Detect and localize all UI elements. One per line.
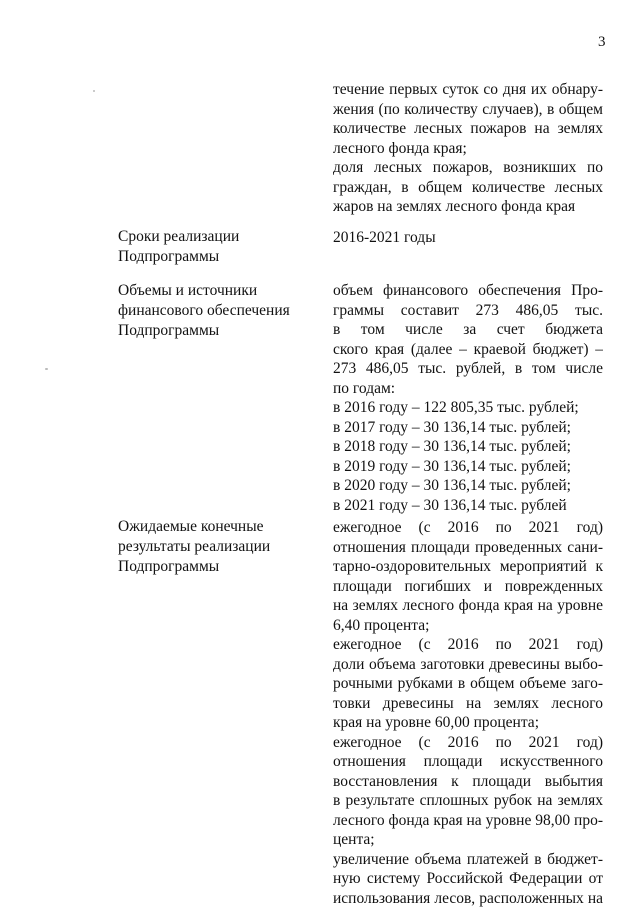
text-line: 273 486,05 тыс. рублей, в том числе — [333, 359, 603, 379]
text-line: по годам: — [333, 379, 603, 399]
expected-results-label: Ожидаемые конечные результаты реализации Подпрограммы — [118, 517, 308, 577]
funding-value — [333, 281, 603, 515]
text-line: товки древесины на землях лесного — [333, 694, 603, 714]
continuation-text — [333, 80, 603, 217]
text-line: в 2021 году – 30 136,14 тыс. рублей — [333, 496, 603, 516]
text-line: лесного фонда края на уровне 98,00 про- — [333, 811, 603, 831]
text-line: рочными рубками в общем объеме заго- — [333, 674, 603, 694]
scan-speck — [93, 90, 95, 92]
text-line: граждан, в общем количестве лесных — [333, 178, 603, 198]
funding-label: Объемы и источники финансового обеспечения Подпрограммы — [118, 281, 308, 341]
text-line: течение первых суток со дня их обнару- — [333, 80, 603, 100]
text-line: площади погибших и поврежденных — [333, 577, 603, 597]
text-line: ежегодное (с 2016 по 2021 год) — [333, 635, 603, 655]
implementation-period-label: Сроки реализации Подпрограммы — [118, 227, 308, 267]
text-line: тарно-оздоровительных мероприятий к — [333, 557, 603, 577]
text-line: отношения площади искусственного — [333, 752, 603, 772]
text-line: жаров на землях лесного фонда края — [333, 197, 603, 217]
implementation-period-value — [333, 228, 603, 248]
scan-speck — [45, 368, 48, 370]
text-line: доли объема заготовки древесины выбо- — [333, 655, 603, 675]
text-line: в 2019 году – 30 136,14 тыс. рублей; — [333, 457, 603, 477]
text-line: 2016-2021 годы — [333, 228, 603, 248]
text-line: количестве лесных пожаров на землях — [333, 119, 603, 139]
text-line: в 2018 году – 30 136,14 тыс. рублей; — [333, 437, 603, 457]
text-line: объем финансового обеспечения Про- — [333, 281, 603, 301]
text-line: отношения площади проведенных сани- — [333, 538, 603, 558]
page-number: 3 — [598, 34, 606, 51]
text-line: в 2016 году – 122 805,35 тыс. рублей; — [333, 398, 603, 418]
text-line: в том числе за счет бюджета — [333, 320, 603, 340]
text-line: в результате сплошных рубок на землях — [333, 791, 603, 811]
text-line: ского края (далее – краевой бюджет) – — [333, 340, 603, 360]
text-line: на землях лесного фонда края на уровне — [333, 596, 603, 616]
text-line: 6,40 процента; — [333, 616, 603, 636]
text-line: восстановления к площади выбытия — [333, 772, 603, 792]
text-line: ную систему Российской Федерации от — [333, 869, 603, 889]
text-line: увеличение объема платежей в бюджет- — [333, 850, 603, 870]
text-line: доля лесных пожаров, возникших по — [333, 158, 603, 178]
text-line: граммы составит 273 486,05 тыс. — [333, 301, 603, 321]
expected-results-value — [333, 518, 603, 908]
text-line: жения (по количеству случаев), в общем — [333, 100, 603, 120]
text-line: в 2017 году – 30 136,14 тыс. рублей; — [333, 418, 603, 438]
text-line: в 2020 году – 30 136,14 тыс. рублей; — [333, 476, 603, 496]
text-line: лесного фонда края; — [333, 139, 603, 159]
text-line: цента; — [333, 830, 603, 850]
text-line: ежегодное (с 2016 по 2021 год) — [333, 518, 603, 538]
text-line: ежегодное (с 2016 по 2021 год) — [333, 733, 603, 753]
text-line: края на уровне 60,00 процента; — [333, 713, 603, 733]
text-line: использования лесов, расположенных на — [333, 889, 603, 908]
